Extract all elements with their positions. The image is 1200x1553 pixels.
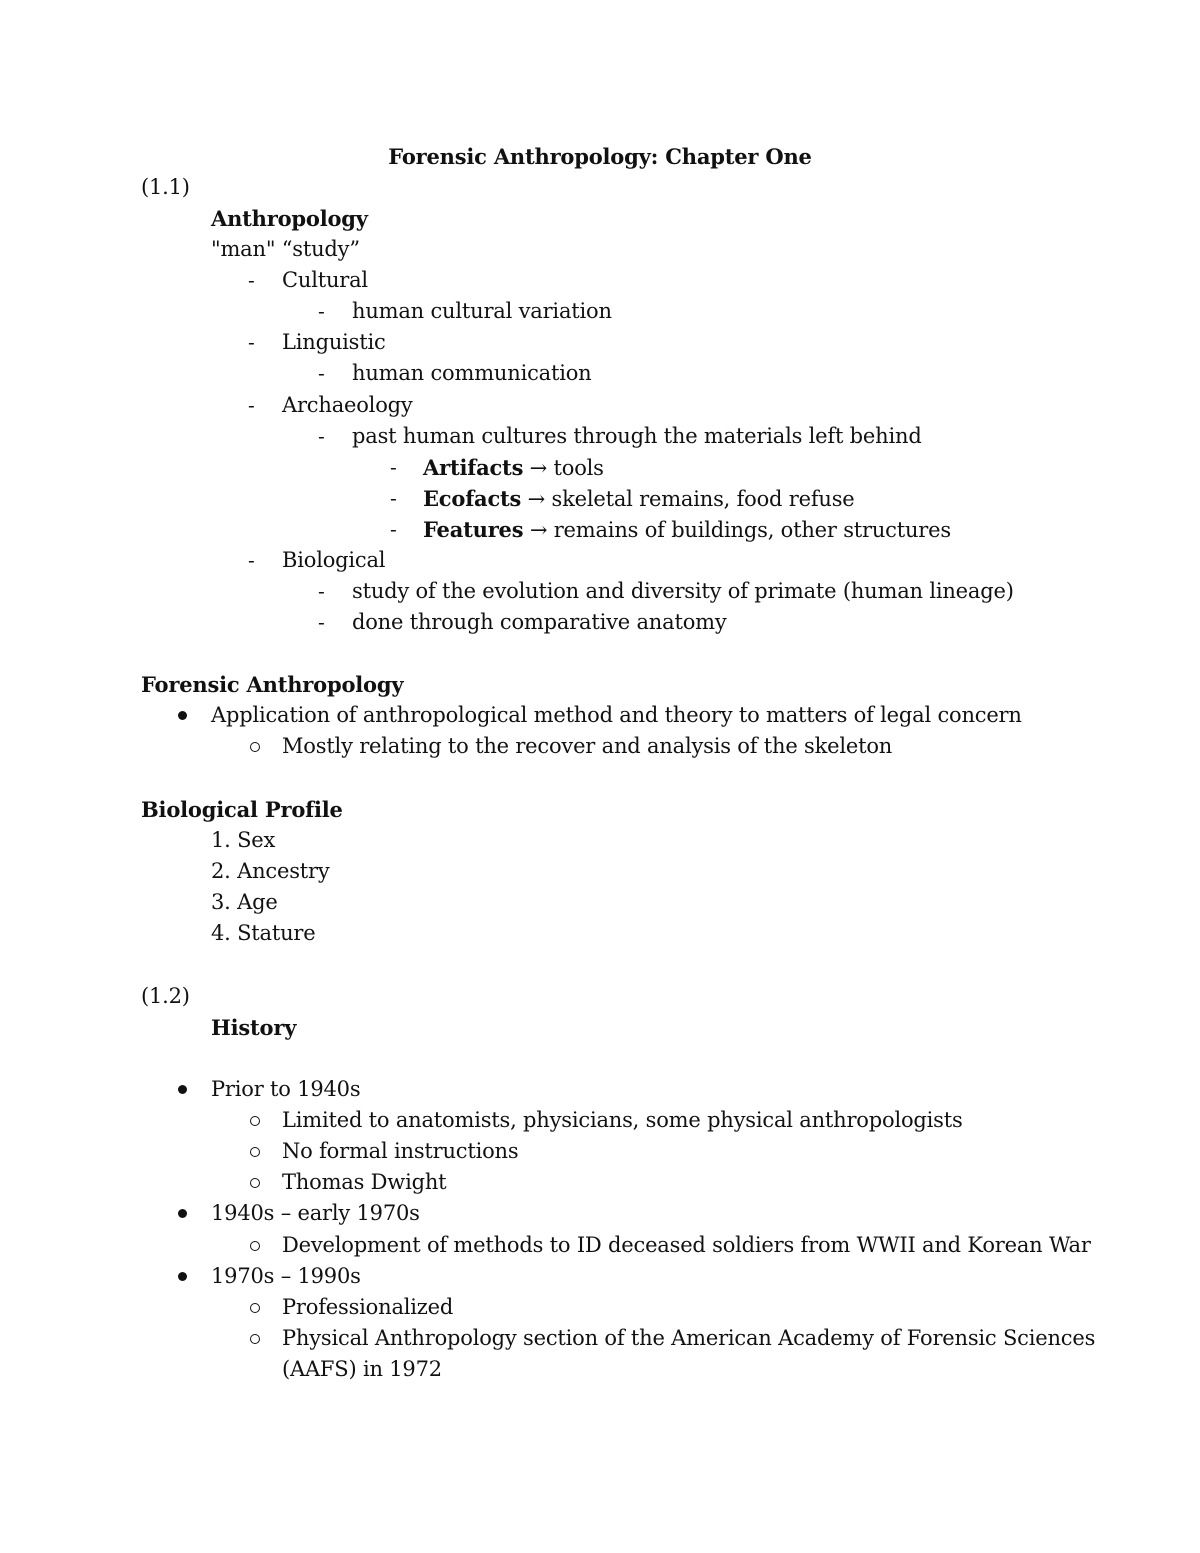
heading-biological-profile: Biological Profile (141, 797, 343, 822)
term-artifacts: Artifacts (423, 455, 524, 480)
item-text: Cultural (282, 268, 368, 292)
item-text: Application of anthropological method and theory to matters of legal concern (211, 703, 1022, 727)
dash-marker: - (318, 361, 325, 385)
dash-marker: - (248, 330, 255, 354)
bullet-circle-icon (250, 1241, 260, 1251)
bullet-circle-icon (250, 742, 260, 752)
bullet-disc-icon (178, 1085, 187, 1094)
heading-forensic-anthropology: Forensic Anthropology (141, 672, 404, 697)
dash-marker: - (390, 455, 397, 479)
definition-artifacts: → tools (523, 456, 604, 480)
item-text (423, 452, 604, 484)
profile-item-2: 2. Ancestry (211, 859, 330, 883)
section-number-1-1: (1.1) (141, 175, 190, 199)
bullet-circle-icon (250, 1334, 260, 1344)
dash-marker: - (248, 268, 255, 292)
item-text: Mostly relating to the recover and analysis of the skeleton (282, 734, 893, 758)
heading-history: History (211, 1015, 297, 1040)
bullet-circle-icon (250, 1116, 260, 1126)
item-text: study of the evolution and diversity of primate (human lineage) (352, 579, 1014, 603)
item-text: past human cultures through the materials left behind (352, 424, 922, 448)
term-ecofacts: Ecofacts (423, 486, 522, 511)
profile-item-3: 3. Age (211, 890, 278, 914)
item-text: Development of methods to ID deceased soldiers from WWII and Korean War (282, 1233, 1091, 1257)
item-text: Linguistic (282, 330, 386, 354)
list-item-period-3-b-continued: (AAFS) in 1972 (282, 1357, 442, 1381)
item-text: Thomas Dwight (282, 1170, 447, 1194)
document-title: Forensic Anthropology: Chapter One (388, 144, 812, 169)
item-text: Professionalized (282, 1295, 454, 1319)
dash-marker: - (248, 393, 255, 417)
dash-marker: - (390, 486, 397, 510)
item-text (423, 483, 855, 515)
item-text: done through comparative anatomy (352, 610, 727, 634)
dash-marker: - (318, 610, 325, 634)
bullet-circle-icon (250, 1303, 260, 1313)
profile-item-4: 4. Stature (211, 921, 316, 945)
item-text (423, 514, 951, 546)
item-text: Prior to 1940s (211, 1077, 361, 1101)
heading-anthropology: Anthropology (211, 206, 368, 231)
etymology: "man" “study” (211, 237, 360, 261)
item-text: human cultural variation (352, 299, 612, 323)
item-text: Archaeology (282, 393, 413, 417)
bullet-disc-icon (178, 1209, 187, 1218)
bullet-disc-icon (178, 711, 187, 720)
item-text: human communication (352, 361, 592, 385)
definition-ecofacts: → skeletal remains, food refuse (521, 487, 855, 511)
item-text: Limited to anatomists, physicians, some physical anthropologists (282, 1108, 963, 1132)
dash-marker: - (318, 424, 325, 448)
item-text: Biological (282, 548, 386, 572)
bullet-disc-icon (178, 1272, 187, 1281)
profile-item-1: 1. Sex (211, 828, 276, 852)
section-number-1-2: (1.2) (141, 984, 190, 1008)
term-features: Features (423, 517, 524, 542)
item-text: 1970s – 1990s (211, 1264, 361, 1288)
item-text: No formal instructions (282, 1139, 519, 1163)
item-text: 1940s – early 1970s (211, 1201, 420, 1225)
item-text: Physical Anthropology section of the American Academy of Forensic Sciences (282, 1326, 1096, 1350)
dash-marker: - (318, 579, 325, 603)
dash-marker: - (248, 548, 255, 572)
bullet-circle-icon (250, 1178, 260, 1188)
definition-features: → remains of buildings, other structures (523, 518, 951, 542)
dash-marker: - (318, 299, 325, 323)
bullet-circle-icon (250, 1147, 260, 1157)
dash-marker: - (390, 517, 397, 541)
